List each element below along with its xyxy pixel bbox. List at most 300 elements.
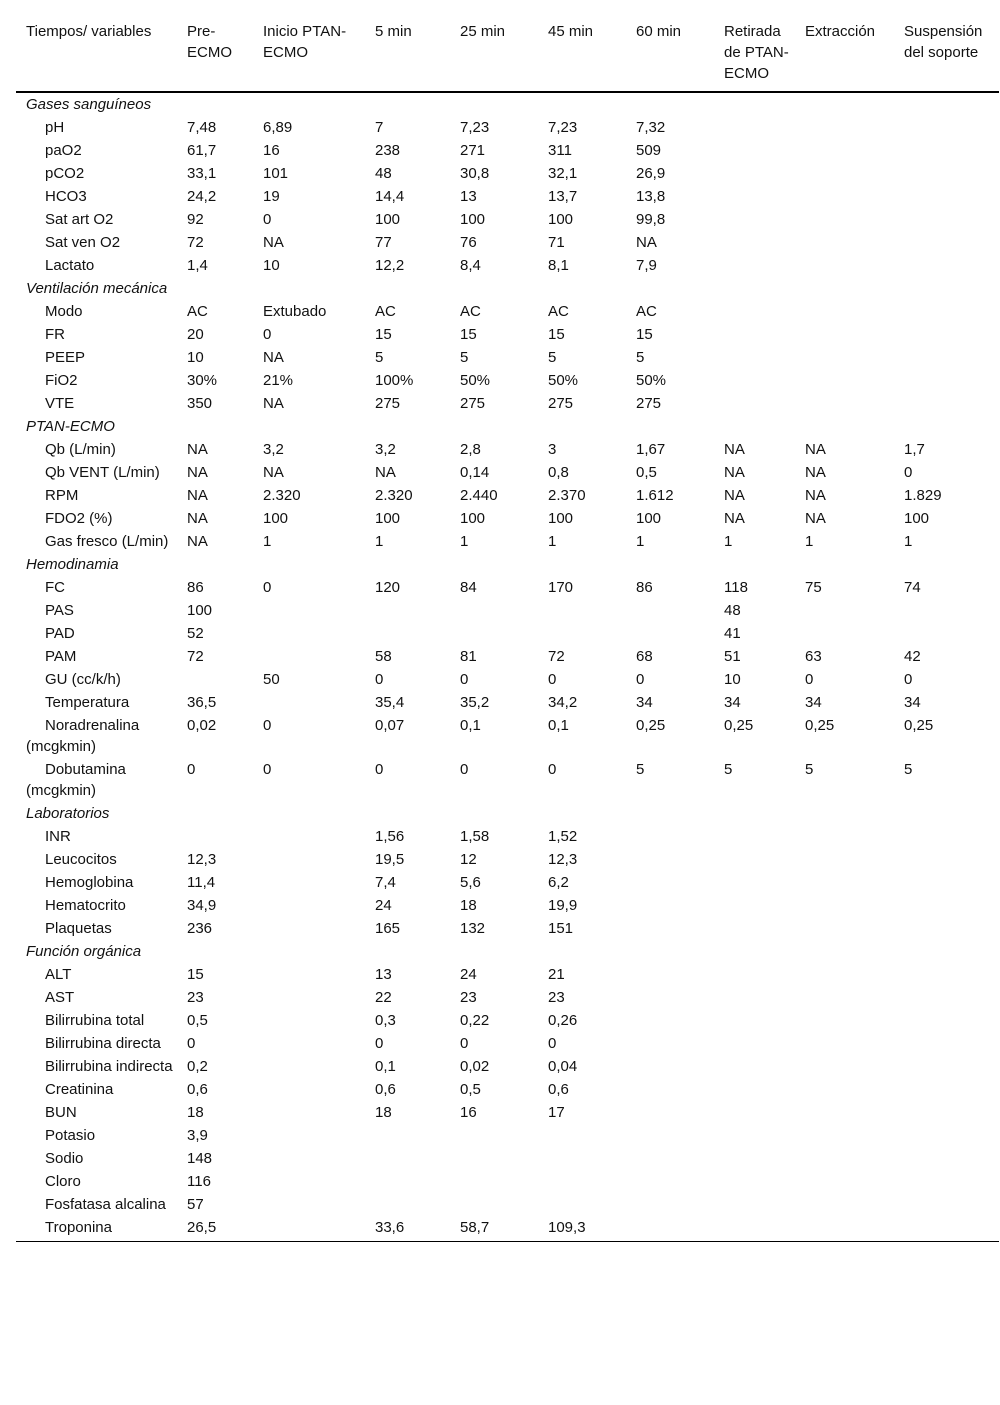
- table-cell: 0,1: [548, 717, 569, 734]
- table-cell: [253, 825, 365, 848]
- table-cell: [795, 917, 894, 940]
- table-row: [16, 116, 999, 139]
- table-cell: 51: [724, 648, 741, 665]
- table-row: [16, 894, 999, 917]
- table-cell: 0: [375, 761, 384, 778]
- table-cell: 86: [187, 579, 204, 596]
- table-cell: 74: [904, 579, 921, 596]
- table-row: [16, 1147, 999, 1170]
- row-label: Gas fresco (L/min): [45, 533, 169, 550]
- row-label: ALT: [45, 966, 72, 983]
- table-row: [16, 484, 999, 507]
- table-cell: 2.370: [548, 487, 586, 504]
- table-cell: 33,6: [365, 1216, 450, 1242]
- table-cell: 0,07: [375, 717, 405, 734]
- row-label: Plaquetas: [45, 920, 112, 937]
- row-label: Sat art O2: [45, 211, 114, 228]
- table-cell: 1,52: [548, 828, 578, 845]
- table-cell: 275: [548, 395, 574, 412]
- table-cell: 19,9: [548, 897, 578, 914]
- table-cell: 6,89: [263, 119, 293, 136]
- table-cell: 13,8: [636, 188, 666, 205]
- table-cell: [714, 231, 795, 254]
- table-cell: 30%: [187, 372, 218, 389]
- table-cell: [253, 1009, 365, 1032]
- table-cell: [894, 162, 999, 185]
- table-cell: 7,23: [548, 119, 578, 136]
- row-label: Potasio: [45, 1127, 96, 1144]
- table-cell: [894, 825, 999, 848]
- table-row: [16, 714, 999, 758]
- table-cell: 24,2: [187, 188, 217, 205]
- table-cell: 100%: [375, 372, 414, 389]
- table-cell: [253, 894, 365, 917]
- table-cell: NA: [187, 441, 208, 458]
- table-cell: [795, 392, 894, 415]
- table-cell: [795, 1032, 894, 1055]
- table-cell: [253, 1193, 365, 1216]
- table-cell: [714, 346, 795, 369]
- section-row: [16, 92, 999, 116]
- table-cell: 0,25: [724, 717, 754, 734]
- row-label: Bilirrubina directa: [45, 1035, 161, 1052]
- section-title: Hemodinamia: [26, 556, 119, 573]
- table-cell: 0,04: [548, 1058, 578, 1075]
- table-row: [16, 323, 999, 346]
- table-cell: [626, 871, 714, 894]
- table-cell: 10: [187, 349, 204, 366]
- table-cell: [795, 825, 894, 848]
- table-cell: 236: [187, 920, 213, 937]
- table-cell: [714, 139, 795, 162]
- row-label: BUN: [45, 1104, 77, 1121]
- row-label: Troponina: [16, 1216, 177, 1242]
- table-cell: 16: [263, 142, 280, 159]
- section-title: Gases sanguíneos: [26, 96, 152, 113]
- table-cell: 7,32: [636, 119, 666, 136]
- table-cell: 36,5: [187, 694, 217, 711]
- table-cell: 509: [636, 142, 662, 159]
- table-cell: NA: [187, 533, 208, 550]
- table-cell: 5: [724, 761, 733, 778]
- table-cell: [894, 1216, 999, 1242]
- table-cell: 0: [460, 1035, 469, 1052]
- table-row: [16, 208, 999, 231]
- table-cell: [894, 369, 999, 392]
- table-cell: [538, 599, 626, 622]
- table-row: [16, 758, 999, 802]
- column-header: Pre-ECMO: [177, 12, 253, 92]
- table-cell: [795, 1009, 894, 1032]
- table-cell: 34,9: [187, 897, 217, 914]
- table-cell: [894, 346, 999, 369]
- table-cell: 0,02: [187, 717, 217, 734]
- table-cell: [795, 1055, 894, 1078]
- table-cell: [894, 1009, 999, 1032]
- header-row: [16, 12, 999, 92]
- table-cell: NA: [263, 234, 284, 251]
- table-cell: 3: [548, 441, 557, 458]
- table-cell: [714, 917, 795, 940]
- table-cell: [795, 323, 894, 346]
- table-row: [16, 871, 999, 894]
- table-cell: [626, 917, 714, 940]
- table-cell: [894, 1147, 999, 1170]
- table-cell: [795, 369, 894, 392]
- table-cell: 13: [375, 966, 392, 983]
- table-cell: 32,1: [548, 165, 578, 182]
- table-cell: [894, 622, 999, 645]
- row-label: PAS: [45, 602, 74, 619]
- row-label: Qb (L/min): [45, 441, 116, 458]
- table-cell: 71: [548, 234, 565, 251]
- table-cell: 100: [636, 510, 662, 527]
- row-label: Dobutamina (mcgkmin): [26, 761, 126, 799]
- table-cell: 92: [187, 211, 204, 228]
- table-cell: [894, 1032, 999, 1055]
- table-cell: [626, 1009, 714, 1032]
- table-cell: 20: [187, 326, 204, 343]
- table-cell: [714, 208, 795, 231]
- table-row: [16, 1193, 999, 1216]
- table-cell: [714, 300, 795, 323]
- table-cell: [795, 963, 894, 986]
- table-cell: 0,26: [548, 1012, 578, 1029]
- table-row: [16, 576, 999, 599]
- table-row: [16, 162, 999, 185]
- table-cell: 12,3: [187, 851, 217, 868]
- row-label: PEEP: [45, 349, 86, 366]
- table-cell: [795, 231, 894, 254]
- row-label: Bilirrubina total: [45, 1012, 145, 1029]
- table-cell: 1,4: [187, 257, 208, 274]
- table-cell: 151: [548, 920, 574, 937]
- table-cell: [177, 668, 253, 691]
- table-cell: 0,6: [375, 1081, 396, 1098]
- table-cell: 1: [636, 533, 645, 550]
- table-cell: 165: [375, 920, 401, 937]
- table-cell: [626, 1147, 714, 1170]
- table-cell: [714, 1055, 795, 1078]
- column-header: Tiempos/ variables: [16, 12, 177, 92]
- table-cell: 5: [375, 349, 384, 366]
- table-cell: [795, 254, 894, 277]
- table-cell: [894, 139, 999, 162]
- table-cell: AC: [548, 303, 569, 320]
- table-cell: 23: [548, 989, 565, 1006]
- column-header: Suspensión del soporte: [894, 12, 999, 92]
- table-cell: 8,1: [548, 257, 569, 274]
- table-cell: [450, 1147, 538, 1170]
- table-cell: [365, 1193, 450, 1216]
- table-cell: [714, 1193, 795, 1216]
- column-header: Inicio PTAN-ECMO: [253, 12, 365, 92]
- section-title: PTAN-ECMO: [26, 418, 115, 435]
- table-cell: 7,4: [375, 874, 396, 891]
- table-cell: [894, 1124, 999, 1147]
- table-cell: 50%: [548, 372, 579, 389]
- table-cell: NA: [187, 487, 208, 504]
- table-cell: 238: [375, 142, 401, 159]
- table-cell: [894, 392, 999, 415]
- table-cell: [795, 1078, 894, 1101]
- table-cell: 0,25: [636, 717, 666, 734]
- table-cell: [626, 963, 714, 986]
- table-cell: 12: [460, 851, 477, 868]
- table-cell: [626, 622, 714, 645]
- table-cell: [894, 986, 999, 1009]
- row-label: FR: [45, 326, 65, 343]
- table-row: [16, 1009, 999, 1032]
- table-cell: [714, 1170, 795, 1193]
- table-cell: 14,4: [375, 188, 405, 205]
- table-row: [16, 1124, 999, 1147]
- section-row: [16, 940, 999, 963]
- table-cell: 33,1: [187, 165, 217, 182]
- column-header: Extracción: [795, 12, 894, 92]
- table-cell: [714, 369, 795, 392]
- table-cell: 0,25: [805, 717, 835, 734]
- row-label: Sodio: [45, 1150, 84, 1167]
- table-cell: 15: [636, 326, 653, 343]
- table-cell: NA: [724, 441, 745, 458]
- table-cell: NA: [805, 464, 826, 481]
- table-cell: 86: [636, 579, 653, 596]
- table-cell: 132: [460, 920, 486, 937]
- table-cell: 34: [904, 694, 921, 711]
- table-cell: 10: [263, 257, 280, 274]
- table-cell: [714, 185, 795, 208]
- row-label: HCO3: [45, 188, 87, 205]
- table-cell: [714, 986, 795, 1009]
- table-cell: [538, 1147, 626, 1170]
- table-cell: [253, 691, 365, 714]
- table-cell: 57: [187, 1196, 204, 1213]
- section-row: [16, 277, 999, 300]
- table-cell: [894, 323, 999, 346]
- table-cell: 101: [263, 165, 289, 182]
- row-label: Modo: [45, 303, 83, 320]
- table-cell: [714, 894, 795, 917]
- table-cell: [177, 825, 253, 848]
- table-cell: [450, 1193, 538, 1216]
- section-row: [16, 553, 999, 576]
- table-cell: 0,02: [460, 1058, 490, 1075]
- table-cell: 8,4: [460, 257, 481, 274]
- table-cell: [714, 1124, 795, 1147]
- table-cell: 1,67: [636, 441, 666, 458]
- table-cell: [714, 116, 795, 139]
- row-label: FC: [45, 579, 65, 596]
- row-label: RPM: [45, 487, 79, 504]
- table-cell: 34: [636, 694, 653, 711]
- table-cell: [450, 1124, 538, 1147]
- table-cell: 50: [263, 671, 280, 688]
- table-cell: 0: [375, 1035, 384, 1052]
- table-row: [16, 825, 999, 848]
- table-cell: 5,6: [460, 874, 481, 891]
- table-cell: 2.440: [460, 487, 498, 504]
- table-cell: [365, 622, 450, 645]
- table-cell: [795, 1147, 894, 1170]
- table-cell: 0: [904, 464, 913, 481]
- table-cell: NA: [724, 464, 745, 481]
- table-cell: NA: [263, 349, 284, 366]
- table-cell: [365, 1147, 450, 1170]
- table-cell: [626, 894, 714, 917]
- table-cell: [253, 1216, 365, 1242]
- section-title: Ventilación mecánica: [26, 280, 168, 297]
- table-cell: 0: [548, 1035, 557, 1052]
- table-cell: [626, 1078, 714, 1101]
- table-cell: 21: [548, 966, 565, 983]
- table-cell: 21%: [263, 372, 294, 389]
- table-cell: [626, 986, 714, 1009]
- table-cell: [253, 1147, 365, 1170]
- table-cell: [538, 1124, 626, 1147]
- table-cell: [253, 1124, 365, 1147]
- table-cell: 100: [460, 510, 486, 527]
- table-cell: 100: [263, 510, 289, 527]
- table-cell: 17: [548, 1104, 565, 1121]
- table-cell: [795, 1101, 894, 1124]
- table-cell: [626, 1124, 714, 1147]
- table-cell: [894, 254, 999, 277]
- table-cell: [626, 1193, 714, 1216]
- table-cell: 12,3: [548, 851, 578, 868]
- table-cell: 18: [375, 1104, 392, 1121]
- table-cell: 15: [460, 326, 477, 343]
- table-cell: [795, 894, 894, 917]
- table-cell: 0,22: [460, 1012, 490, 1029]
- table-cell: 63: [805, 648, 822, 665]
- table-cell: [253, 963, 365, 986]
- table-cell: 1: [805, 533, 814, 550]
- table-cell: NA: [263, 395, 284, 412]
- table-cell: 100: [375, 510, 401, 527]
- table-cell: [795, 871, 894, 894]
- table-cell: 116: [187, 1173, 211, 1190]
- table-row: [16, 691, 999, 714]
- row-label: Lactato: [45, 257, 95, 274]
- table-cell: [795, 1170, 894, 1193]
- table-cell: 1.612: [636, 487, 674, 504]
- table-cell: [795, 300, 894, 323]
- row-label: Noradrenalina (mcgkmin): [26, 717, 140, 755]
- table-cell: 50%: [460, 372, 491, 389]
- table-cell: 81: [460, 648, 477, 665]
- row-label: paO2: [45, 142, 82, 159]
- table-row: [16, 507, 999, 530]
- table-cell: 42: [904, 648, 921, 665]
- table-cell: 5: [548, 349, 557, 366]
- table-cell: 1,56: [375, 828, 405, 845]
- row-label: FiO2: [45, 372, 78, 389]
- table-cell: 19,5: [375, 851, 405, 868]
- table-cell: [714, 1009, 795, 1032]
- table-cell: 34: [724, 694, 741, 711]
- table-header: [16, 12, 999, 92]
- table-cell: 6,2: [548, 874, 569, 891]
- table-cell: 26,5: [177, 1216, 253, 1242]
- table-cell: [714, 254, 795, 277]
- table-cell: 0,14: [460, 464, 490, 481]
- row-label: Leucocitos: [45, 851, 117, 868]
- table-cell: 1: [724, 533, 733, 550]
- table-cell: 0,5: [187, 1012, 208, 1029]
- row-label: FDO2 (%): [45, 510, 113, 527]
- table-cell: [626, 825, 714, 848]
- row-label: Bilirrubina indirecta: [45, 1058, 173, 1075]
- table-cell: 61,7: [187, 142, 217, 159]
- table-cell: 1: [375, 533, 384, 550]
- table-cell: 35,2: [460, 694, 490, 711]
- table-cell: 271: [460, 142, 486, 159]
- table-row: [16, 1055, 999, 1078]
- table-cell: [626, 1101, 714, 1124]
- table-cell: 5: [636, 349, 645, 366]
- table-cell: 0: [460, 671, 469, 688]
- table-cell: 41: [724, 625, 741, 642]
- table-cell: NA: [263, 464, 284, 481]
- table-cell: 109,3: [538, 1216, 626, 1242]
- column-header: 45 min: [538, 12, 626, 92]
- table-cell: 2.320: [263, 487, 301, 504]
- table-cell: 13,7: [548, 188, 578, 205]
- table-row: [16, 622, 999, 645]
- table-cell: [253, 1078, 365, 1101]
- table-cell: [714, 392, 795, 415]
- table-row: [16, 1170, 999, 1193]
- table-cell: [253, 848, 365, 871]
- table-cell: 0,1: [375, 1058, 396, 1075]
- table-cell: NA: [805, 441, 826, 458]
- table-cell: Extubado: [263, 303, 327, 320]
- table-cell: 24: [460, 966, 477, 983]
- table-cell: 120: [375, 579, 401, 596]
- table-cell: [538, 1193, 626, 1216]
- table-cell: 5: [904, 761, 913, 778]
- table-cell: 275: [460, 395, 486, 412]
- table-cell: 99,8: [636, 211, 666, 228]
- table-cell: [714, 963, 795, 986]
- table-cell: [795, 848, 894, 871]
- table-cell: [253, 599, 365, 622]
- table-cell: [894, 1170, 999, 1193]
- table-cell: 13: [460, 188, 477, 205]
- table-cell: [714, 323, 795, 346]
- table-row: [16, 392, 999, 415]
- table-cell: [450, 622, 538, 645]
- table-row: [16, 231, 999, 254]
- row-label: AST: [45, 989, 75, 1006]
- table-cell: [714, 825, 795, 848]
- section-row: [16, 415, 999, 438]
- table-cell: 0: [548, 761, 557, 778]
- table-cell: 118: [724, 579, 748, 596]
- table-cell: 22: [375, 989, 392, 1006]
- table-cell: [795, 116, 894, 139]
- table-row: [16, 1078, 999, 1101]
- row-label: Hemoglobina: [45, 874, 134, 891]
- row-label: pH: [45, 119, 65, 136]
- table-cell: 10: [724, 671, 741, 688]
- table-cell: [714, 1078, 795, 1101]
- table-cell: 15: [548, 326, 565, 343]
- table-cell: 7,9: [636, 257, 657, 274]
- table-cell: 0: [805, 671, 814, 688]
- table-cell: NA: [724, 510, 745, 527]
